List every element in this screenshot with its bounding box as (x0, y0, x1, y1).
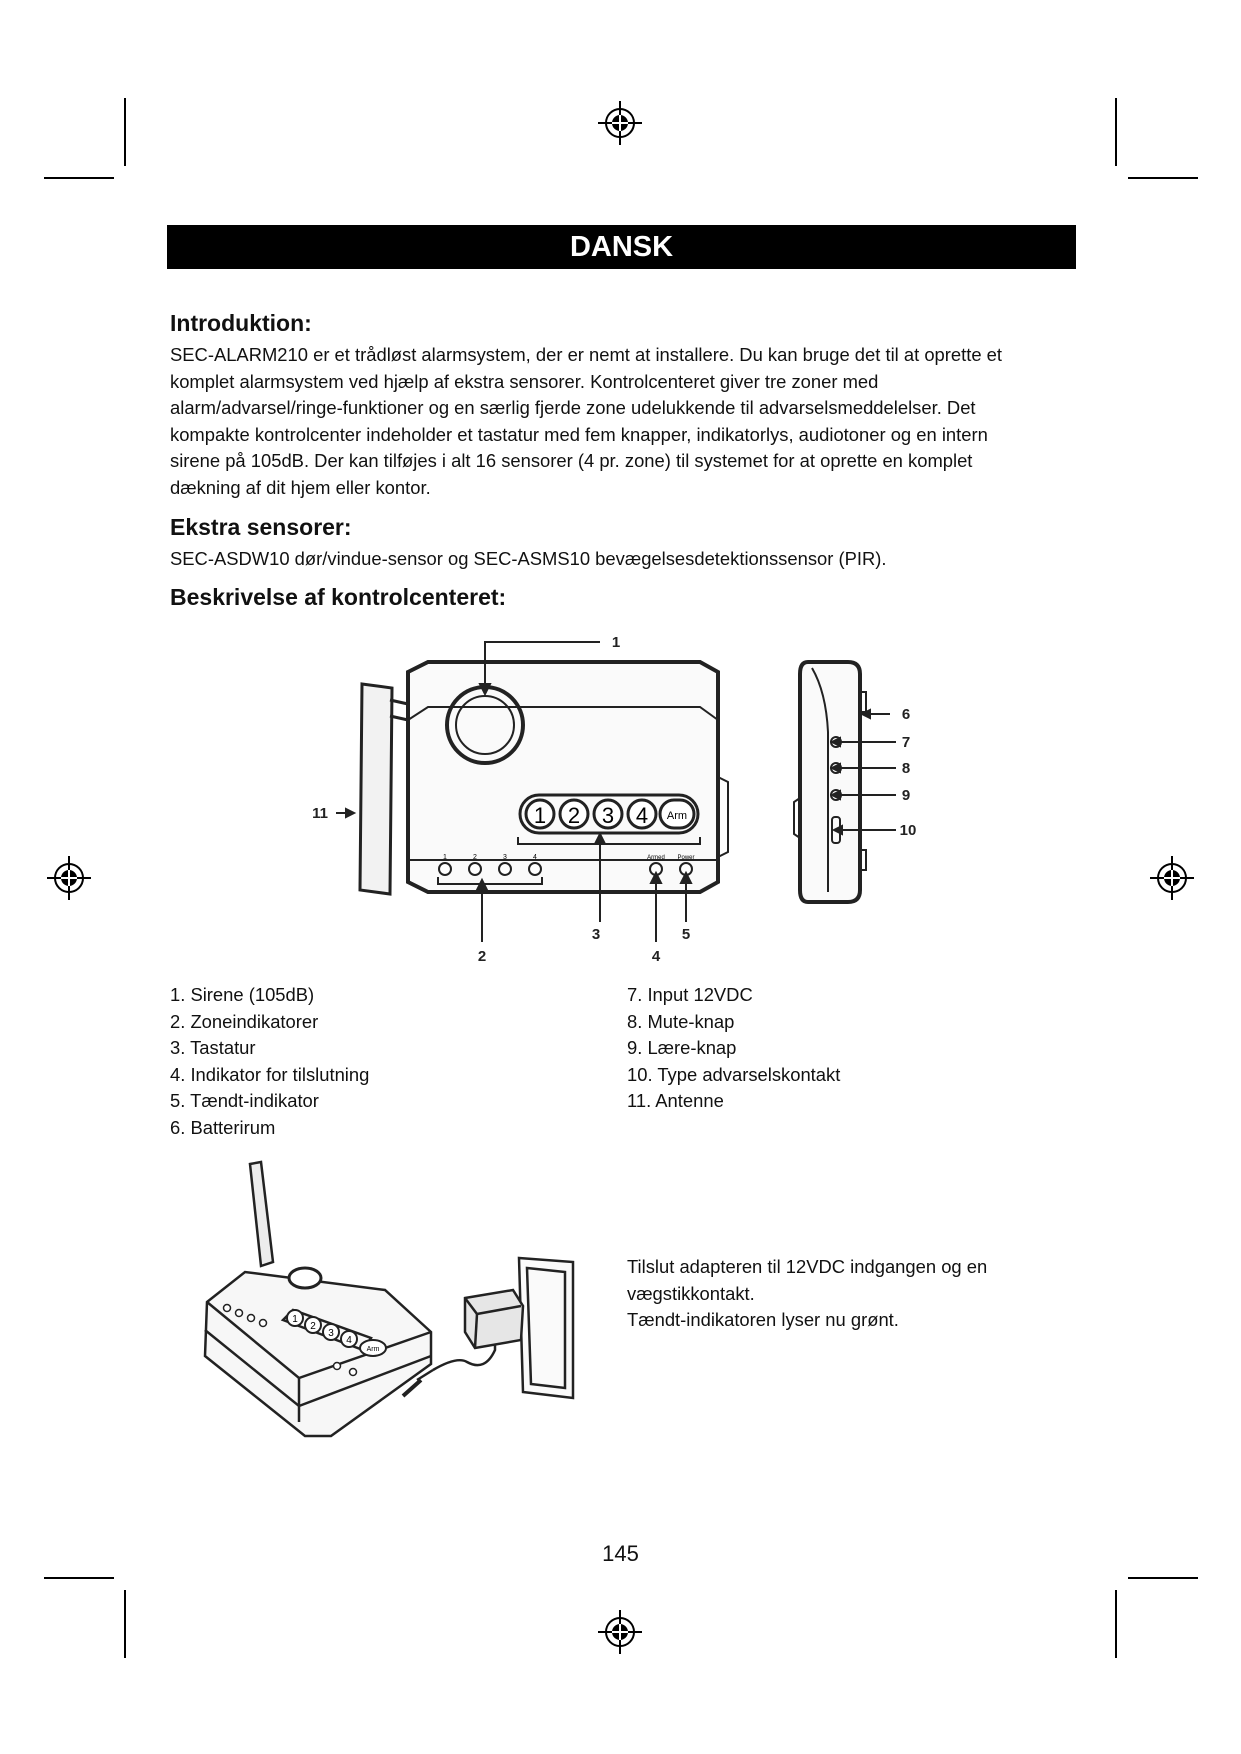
adapter-connection-illustration (195, 1160, 600, 1440)
callout-9: 9 (901, 787, 911, 804)
key-1 (526, 800, 554, 828)
svg-text:1: 1 (292, 1314, 298, 1325)
svg-text:1: 1 (443, 854, 447, 861)
list-item: 4. Indikator for tilslutning (170, 1063, 370, 1085)
svg-text:3: 3 (601, 803, 615, 828)
callout-6: 6 (901, 706, 911, 723)
list-item: 8. Mute-knap (627, 1010, 735, 1032)
svg-text:4: 4 (533, 854, 537, 861)
svg-text:Armed: Armed (647, 855, 665, 861)
page-number: 145 (602, 1541, 639, 1566)
svg-text:3: 3 (503, 854, 507, 861)
illustration-antenna (250, 1162, 273, 1266)
intro-line: kompakte kontrolcenter indeholder et tastatur med fem knapper, indikatorlys, audiotoner og en intern (170, 423, 988, 445)
svg-text:4: 4 (635, 803, 649, 828)
registration-mark-top (598, 101, 642, 145)
svg-text:Arm: Arm (666, 810, 688, 822)
callout-7: 7 (901, 734, 911, 751)
key-2 (560, 800, 588, 828)
parts-list-right (627, 982, 840, 1115)
callout-2: 2 (477, 948, 487, 965)
connect-line: Tilslut adapteren til 12VDC indgangen og en (627, 1256, 988, 1277)
key-4 (628, 800, 656, 828)
svg-text:Power: Power (677, 855, 695, 861)
callout-8: 8 (901, 760, 911, 777)
list-item: 6. Batterirum (170, 1116, 276, 1138)
svg-text:2: 2 (567, 803, 581, 828)
svg-text:1: 1 (533, 803, 547, 828)
illustration-body (205, 1272, 431, 1436)
callout-5: 5 (681, 926, 691, 943)
list-item: 3. Tastatur (170, 1037, 256, 1059)
svg-text:2: 2 (310, 1321, 316, 1332)
antenna (360, 684, 408, 894)
language-header: DANSK (167, 225, 1076, 269)
list-item: 11. Antenne (627, 1090, 724, 1112)
intro-line: alarm/advarsel/ringe-funktioner og en særlig fjerde zone udelukkende til advarselsmeddelelser. Det (170, 397, 976, 419)
parts-list-left (170, 982, 369, 1142)
connect-instructions (627, 1254, 987, 1334)
list-item: 1. Sirene (105dB) (170, 984, 315, 1005)
list-item: 5. Tændt-indikator (170, 1090, 319, 1112)
device-side (794, 662, 866, 902)
intro-paragraph (170, 342, 1090, 502)
list-item: 2. Zoneindikatorer (170, 1010, 319, 1032)
list-item: 10. Type advarselskontakt (627, 1063, 841, 1085)
intro-line: SEC-ALARM210 er et trådløst alarmsystem, der er nemt at installere. Du kan bruge det til at oprette et (170, 344, 1003, 365)
extra-sensors-text: SEC-ASDW10 dør/vindue-sensor og SEC-ASMS10 bevægelsesdetektionssensor (PIR). (170, 548, 887, 569)
callout-3: 3 (591, 926, 601, 943)
list-item: 7. Input 12VDC (627, 984, 753, 1005)
callout-1: 1 (611, 634, 621, 651)
intro-heading: Introduktion: (170, 310, 312, 336)
power-adapter (403, 1258, 573, 1398)
svg-text:2: 2 (473, 854, 477, 861)
svg-text:Arm: Arm (366, 1346, 380, 1353)
registration-mark-right (1150, 856, 1194, 900)
callout-11: 11 (312, 805, 328, 822)
callout-10: 10 (899, 822, 917, 839)
intro-line: sirene på 105dB. Der kan tilføjes i alt 16 sensorer (4 pr. zone) til systemet for at oprette en komplet (170, 450, 973, 472)
extra-sensors-heading: Ekstra sensorer: (170, 514, 352, 540)
intro-line: komplet alarmsystem ved hjælp af ekstra sensorer. Kontrolcenteret giver tre zoner med (170, 370, 879, 392)
svg-text:4: 4 (346, 1335, 352, 1346)
control-center-diagram (300, 612, 950, 972)
intro-line: dækning af dit hjem eller kontor. (170, 476, 431, 498)
callout-4: 4 (651, 948, 661, 965)
keypad (526, 800, 694, 828)
registration-mark-left (47, 856, 91, 900)
connect-line: Tændt-indikatoren lyser nu grønt. (627, 1309, 899, 1331)
key-3 (594, 800, 622, 828)
registration-mark-bottom (598, 1610, 642, 1654)
description-heading: Beskrivelse af kontrolcenteret: (170, 584, 507, 610)
svg-text:3: 3 (328, 1328, 334, 1339)
key-arm (660, 800, 694, 828)
connect-line: vægstikkontakt. (627, 1282, 755, 1304)
list-item: 9. Lære-knap (627, 1037, 737, 1059)
